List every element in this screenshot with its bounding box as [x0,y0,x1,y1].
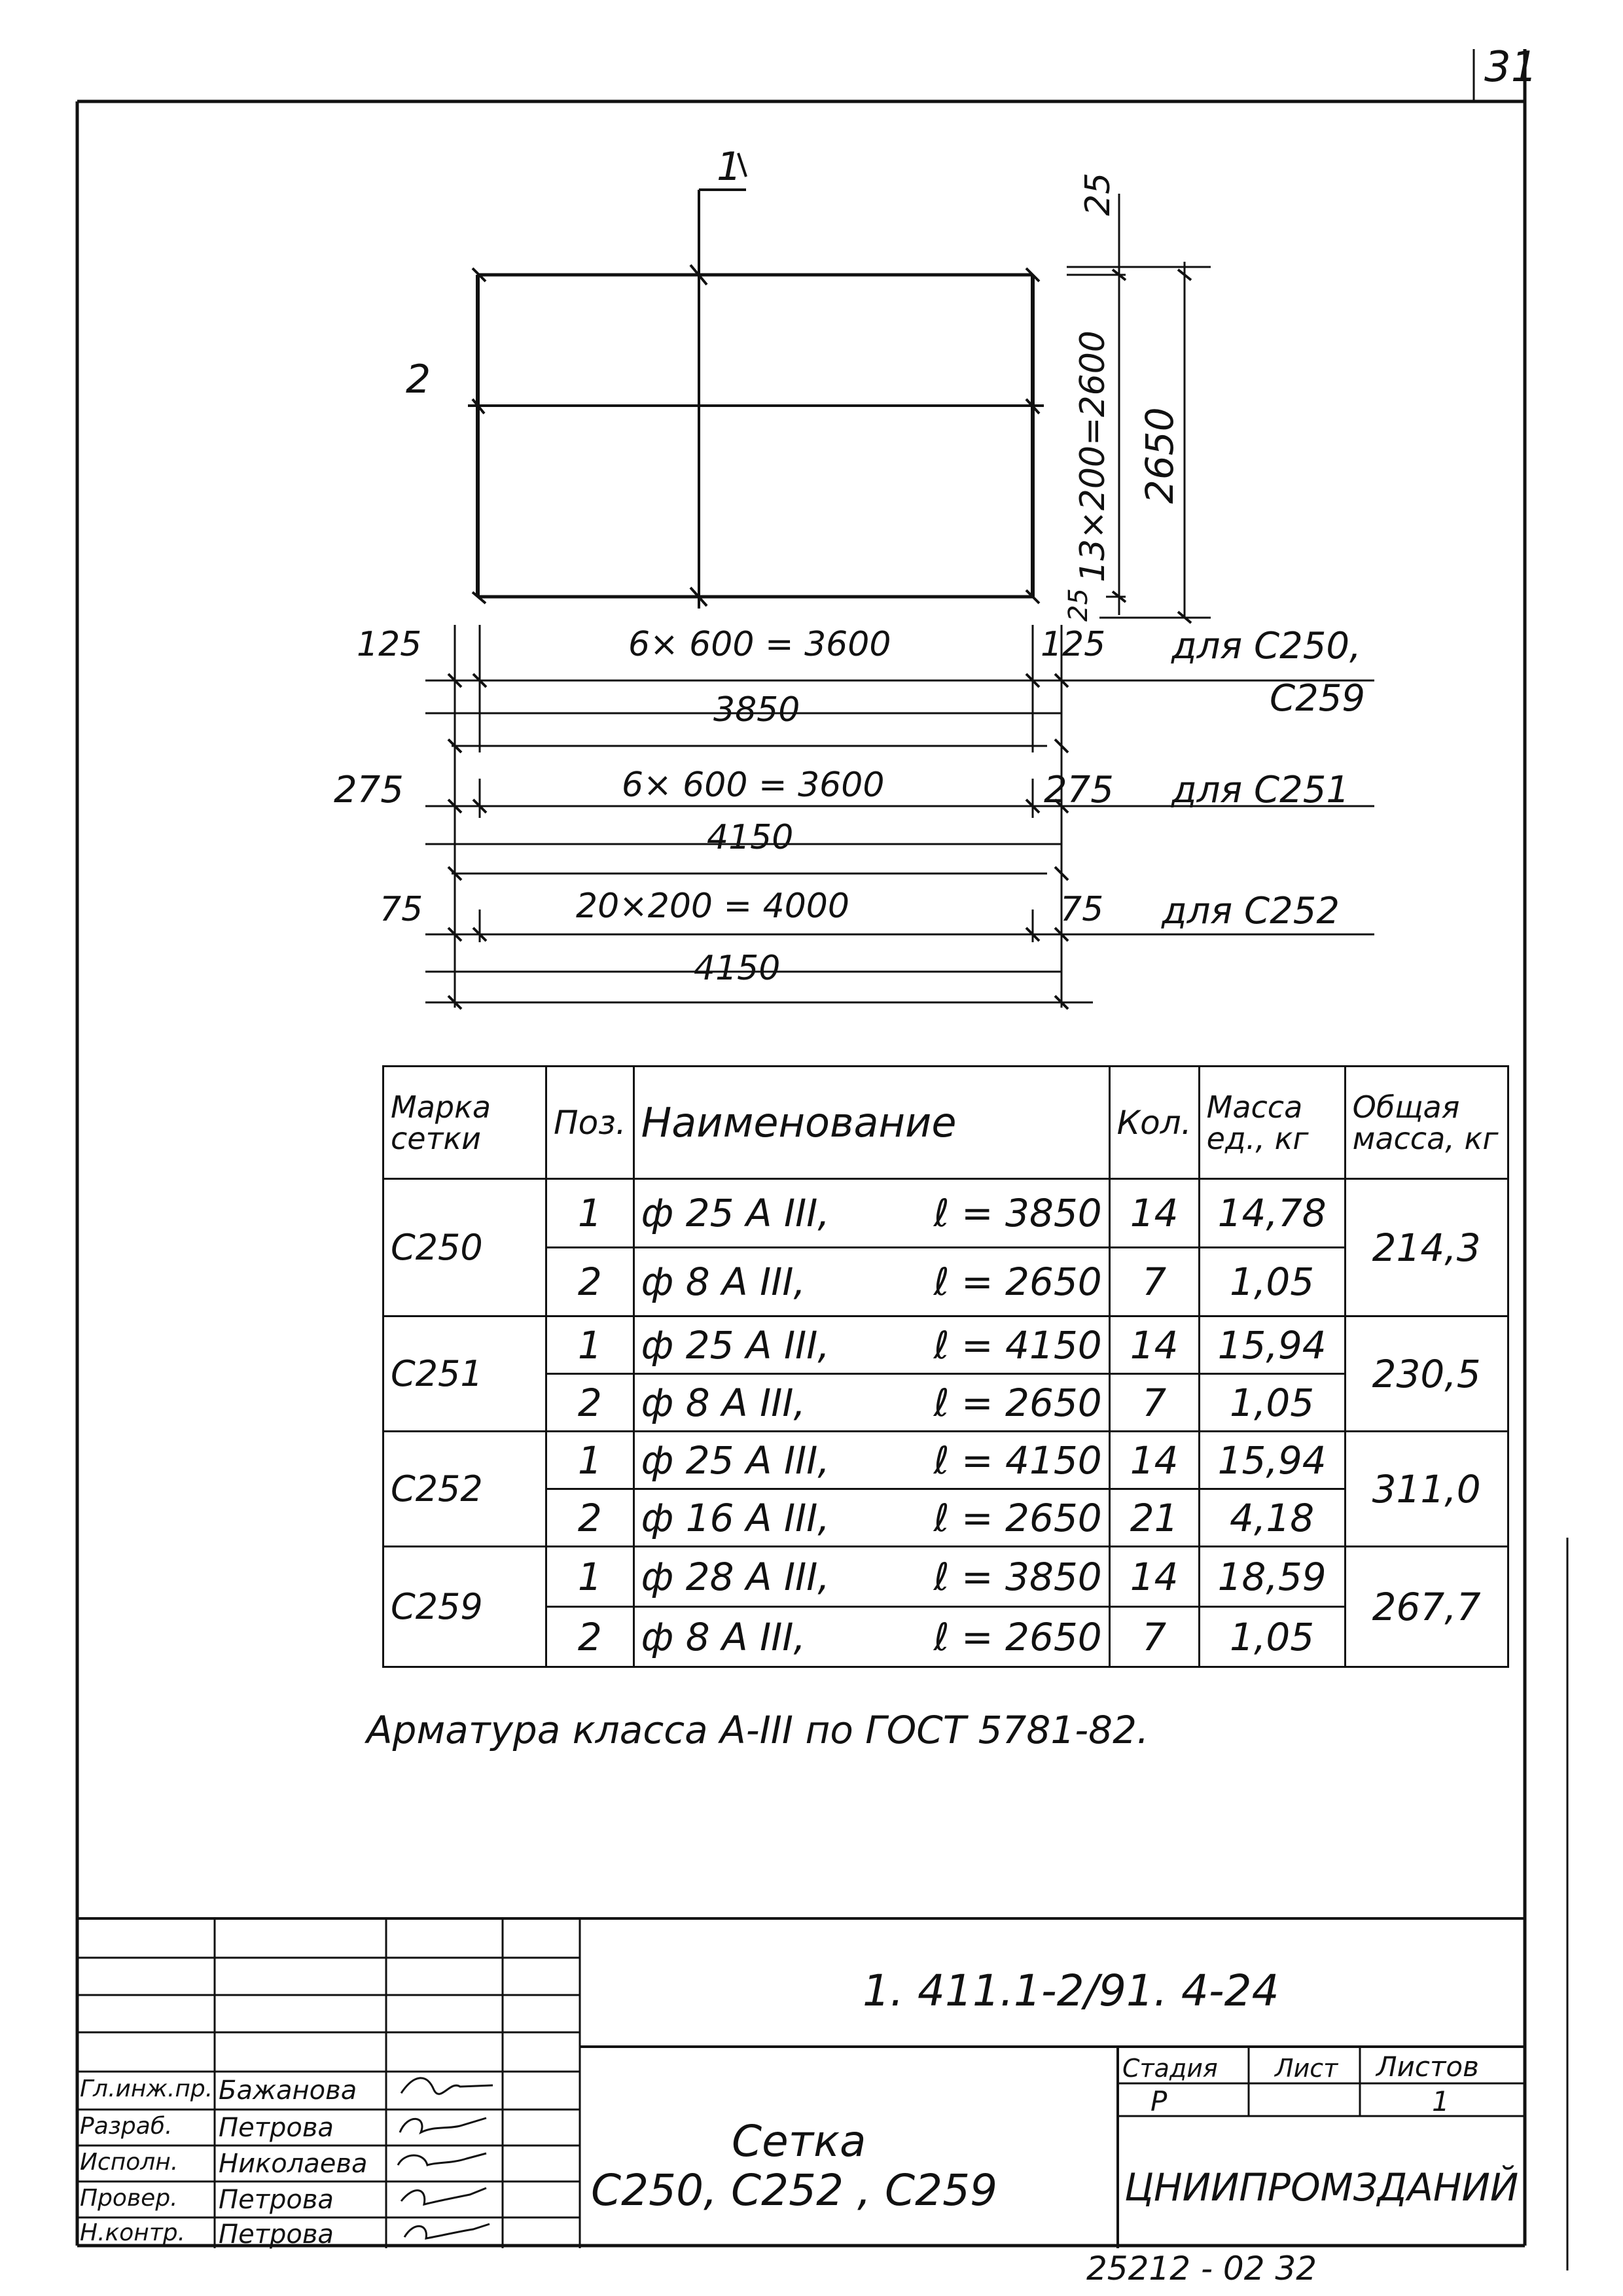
len: ℓ = 2650 [933,1380,1102,1425]
len: ℓ = 4150 [933,1322,1102,1368]
header-name: Наименование [633,1067,1109,1179]
dim-row1-left: 125 [357,625,422,664]
total-cell: 311,0 [1345,1432,1508,1547]
title-line-1: Сетка [732,2116,866,2166]
mass-cell: 4,18 [1199,1489,1345,1547]
pos-cell: 1 [546,1316,634,1374]
table-row [383,1489,1508,1547]
qty-cell: 7 [1109,1248,1199,1316]
len: ℓ = 3850 [933,1554,1102,1599]
table-row [383,1374,1508,1432]
role-label: Исполн. [80,2149,179,2176]
dia: ф 28 А III, [641,1554,830,1599]
dim-bar-spacing: 13×200=2600 [1073,330,1113,582]
mass-cell: 14,78 [1199,1179,1345,1248]
table-row [383,1432,1508,1489]
mass-cell: 15,94 [1199,1316,1345,1374]
len: ℓ = 4150 [933,1438,1102,1483]
reinforcement-note: Арматура класса А-III по ГОСТ 5781-82. [366,1708,1149,1752]
pos-cell: 2 [546,1607,634,1667]
dim-row2-left: 275 [334,769,404,811]
len: ℓ = 2650 [933,1495,1102,1540]
mass-cell: 1,05 [1199,1607,1345,1667]
mark-cell: С251 [383,1316,546,1432]
title-block [77,1917,1526,2248]
table-row [383,1316,1508,1374]
person-name: Бажанова [219,2075,357,2106]
qty-cell: 7 [1109,1374,1199,1432]
header-total-mass: Общая масса, кг [1345,1067,1508,1179]
total-cell: 214,3 [1345,1179,1508,1316]
person-name: Петрова [219,2113,334,2143]
qty-cell: 21 [1109,1489,1199,1547]
title-line-2: С250, С252 , С259 [591,2165,998,2216]
mark-cell: С250 [383,1179,546,1316]
qty-cell: 14 [1109,1547,1199,1607]
dim-row1-right: 125 [1041,625,1106,664]
table-row [383,1248,1508,1316]
total-cell: 230,5 [1345,1316,1508,1432]
person-name: Николаева [219,2149,368,2179]
specification-table [382,1065,1509,1668]
name-cell [633,1248,1109,1316]
name-cell [633,1432,1109,1489]
stage-label: Стадия [1122,2054,1218,2083]
pos-cell: 1 [546,1179,634,1248]
mass-cell: 18,59 [1199,1547,1345,1607]
name-cell [633,1316,1109,1374]
name-cell [633,1547,1109,1607]
signature-5 [404,2224,490,2238]
role-label: Разраб. [80,2113,173,2140]
name-cell [633,1179,1109,1248]
dim-total-height: 2650 [1137,407,1182,504]
section-mark: 1 [717,144,742,190]
signatures [388,2067,584,2257]
dim-bottom-25: 25 [1063,588,1094,622]
dim-top-25: 25 [1079,172,1118,216]
header-pos: Поз. [546,1067,634,1179]
pos-cell: 2 [546,1489,634,1547]
mark-cell: С252 [383,1432,546,1547]
header-qty: Кол. [1109,1067,1199,1179]
dim-row2-note: для С251 [1171,769,1349,811]
footer-code: 25212 - 02 32 [1086,2250,1317,2287]
dia: ф 25 А III, [641,1438,830,1483]
sheet-label: Лист [1275,2054,1338,2083]
dim-row1-note: для С250, [1171,625,1361,667]
dim-row3-note: для С252 [1162,890,1340,932]
name-cell [633,1607,1109,1667]
role-label: Гл.инж.пр. [80,2075,213,2102]
mass-cell: 15,94 [1199,1432,1345,1489]
len: ℓ = 2650 [933,1614,1102,1659]
qty-cell: 7 [1109,1607,1199,1667]
dia: ф 8 А III, [641,1614,806,1659]
dim-row2-right: 275 [1044,769,1114,811]
person-name: Петрова [219,2185,334,2215]
dia: ф 16 А III, [641,1495,830,1540]
name-cell [633,1374,1109,1432]
dia: ф 8 А III, [641,1380,806,1425]
qty-cell: 14 [1109,1179,1199,1248]
header-unit-mass: Масса ед., кг [1199,1067,1345,1179]
header-mark: Марка сетки [383,1067,546,1179]
organization: ЦНИИПРОМЗДАНИЙ [1124,2165,1519,2210]
table-row [383,1607,1508,1667]
signature-1 [401,2078,493,2094]
person-name: Петрова [219,2219,334,2250]
stage-value: Р [1150,2085,1168,2117]
role-label: Н.контр. [80,2219,186,2246]
dim-row3-total: 4150 [694,949,781,988]
sheet-number: 31 [1484,43,1538,92]
pos-cell: 2 [546,1248,634,1316]
dia: ф 8 А III, [641,1260,806,1304]
sheets-label: Листов [1376,2051,1479,2083]
pos-cell: 2 [546,1374,634,1432]
len: ℓ = 3850 [933,1191,1102,1235]
qty-cell: 14 [1109,1432,1199,1489]
pos-cell: 1 [546,1432,634,1489]
signature-4 [401,2188,486,2204]
dia: ф 25 А III, [641,1322,830,1368]
role-label: Провер. [80,2185,178,2212]
pos-cell: 1 [546,1547,634,1607]
mark-cell: С259 [383,1547,546,1667]
document-code: 1. 411.1-2/91. 4-24 [863,1966,1279,2016]
signature-3 [398,2153,486,2165]
dim-row3-left: 75 [380,890,423,929]
signature-2 [400,2118,486,2132]
table-row [383,1547,1508,1607]
dim-row1-middle: 6× 600 = 3600 [628,625,891,664]
dim-row1-total: 3850 [713,690,800,730]
dim-row1-note2: С259 [1270,677,1365,720]
len: ℓ = 2650 [933,1260,1102,1304]
dim-row3-middle: 20×200 = 4000 [576,887,849,926]
sheets-value: 1 [1432,2085,1450,2117]
name-cell [633,1489,1109,1547]
side-mark: 2 [406,357,431,402]
mass-cell: 1,05 [1199,1248,1345,1316]
mass-cell: 1,05 [1199,1374,1345,1432]
total-cell: 267,7 [1345,1547,1508,1667]
qty-cell: 14 [1109,1316,1199,1374]
dim-row3-right: 75 [1060,890,1104,929]
dia: ф 25 А III, [641,1191,830,1235]
dim-row2-middle: 6× 600 = 3600 [622,766,885,805]
dim-row2-total: 4150 [707,818,794,857]
table-row [383,1179,1508,1248]
